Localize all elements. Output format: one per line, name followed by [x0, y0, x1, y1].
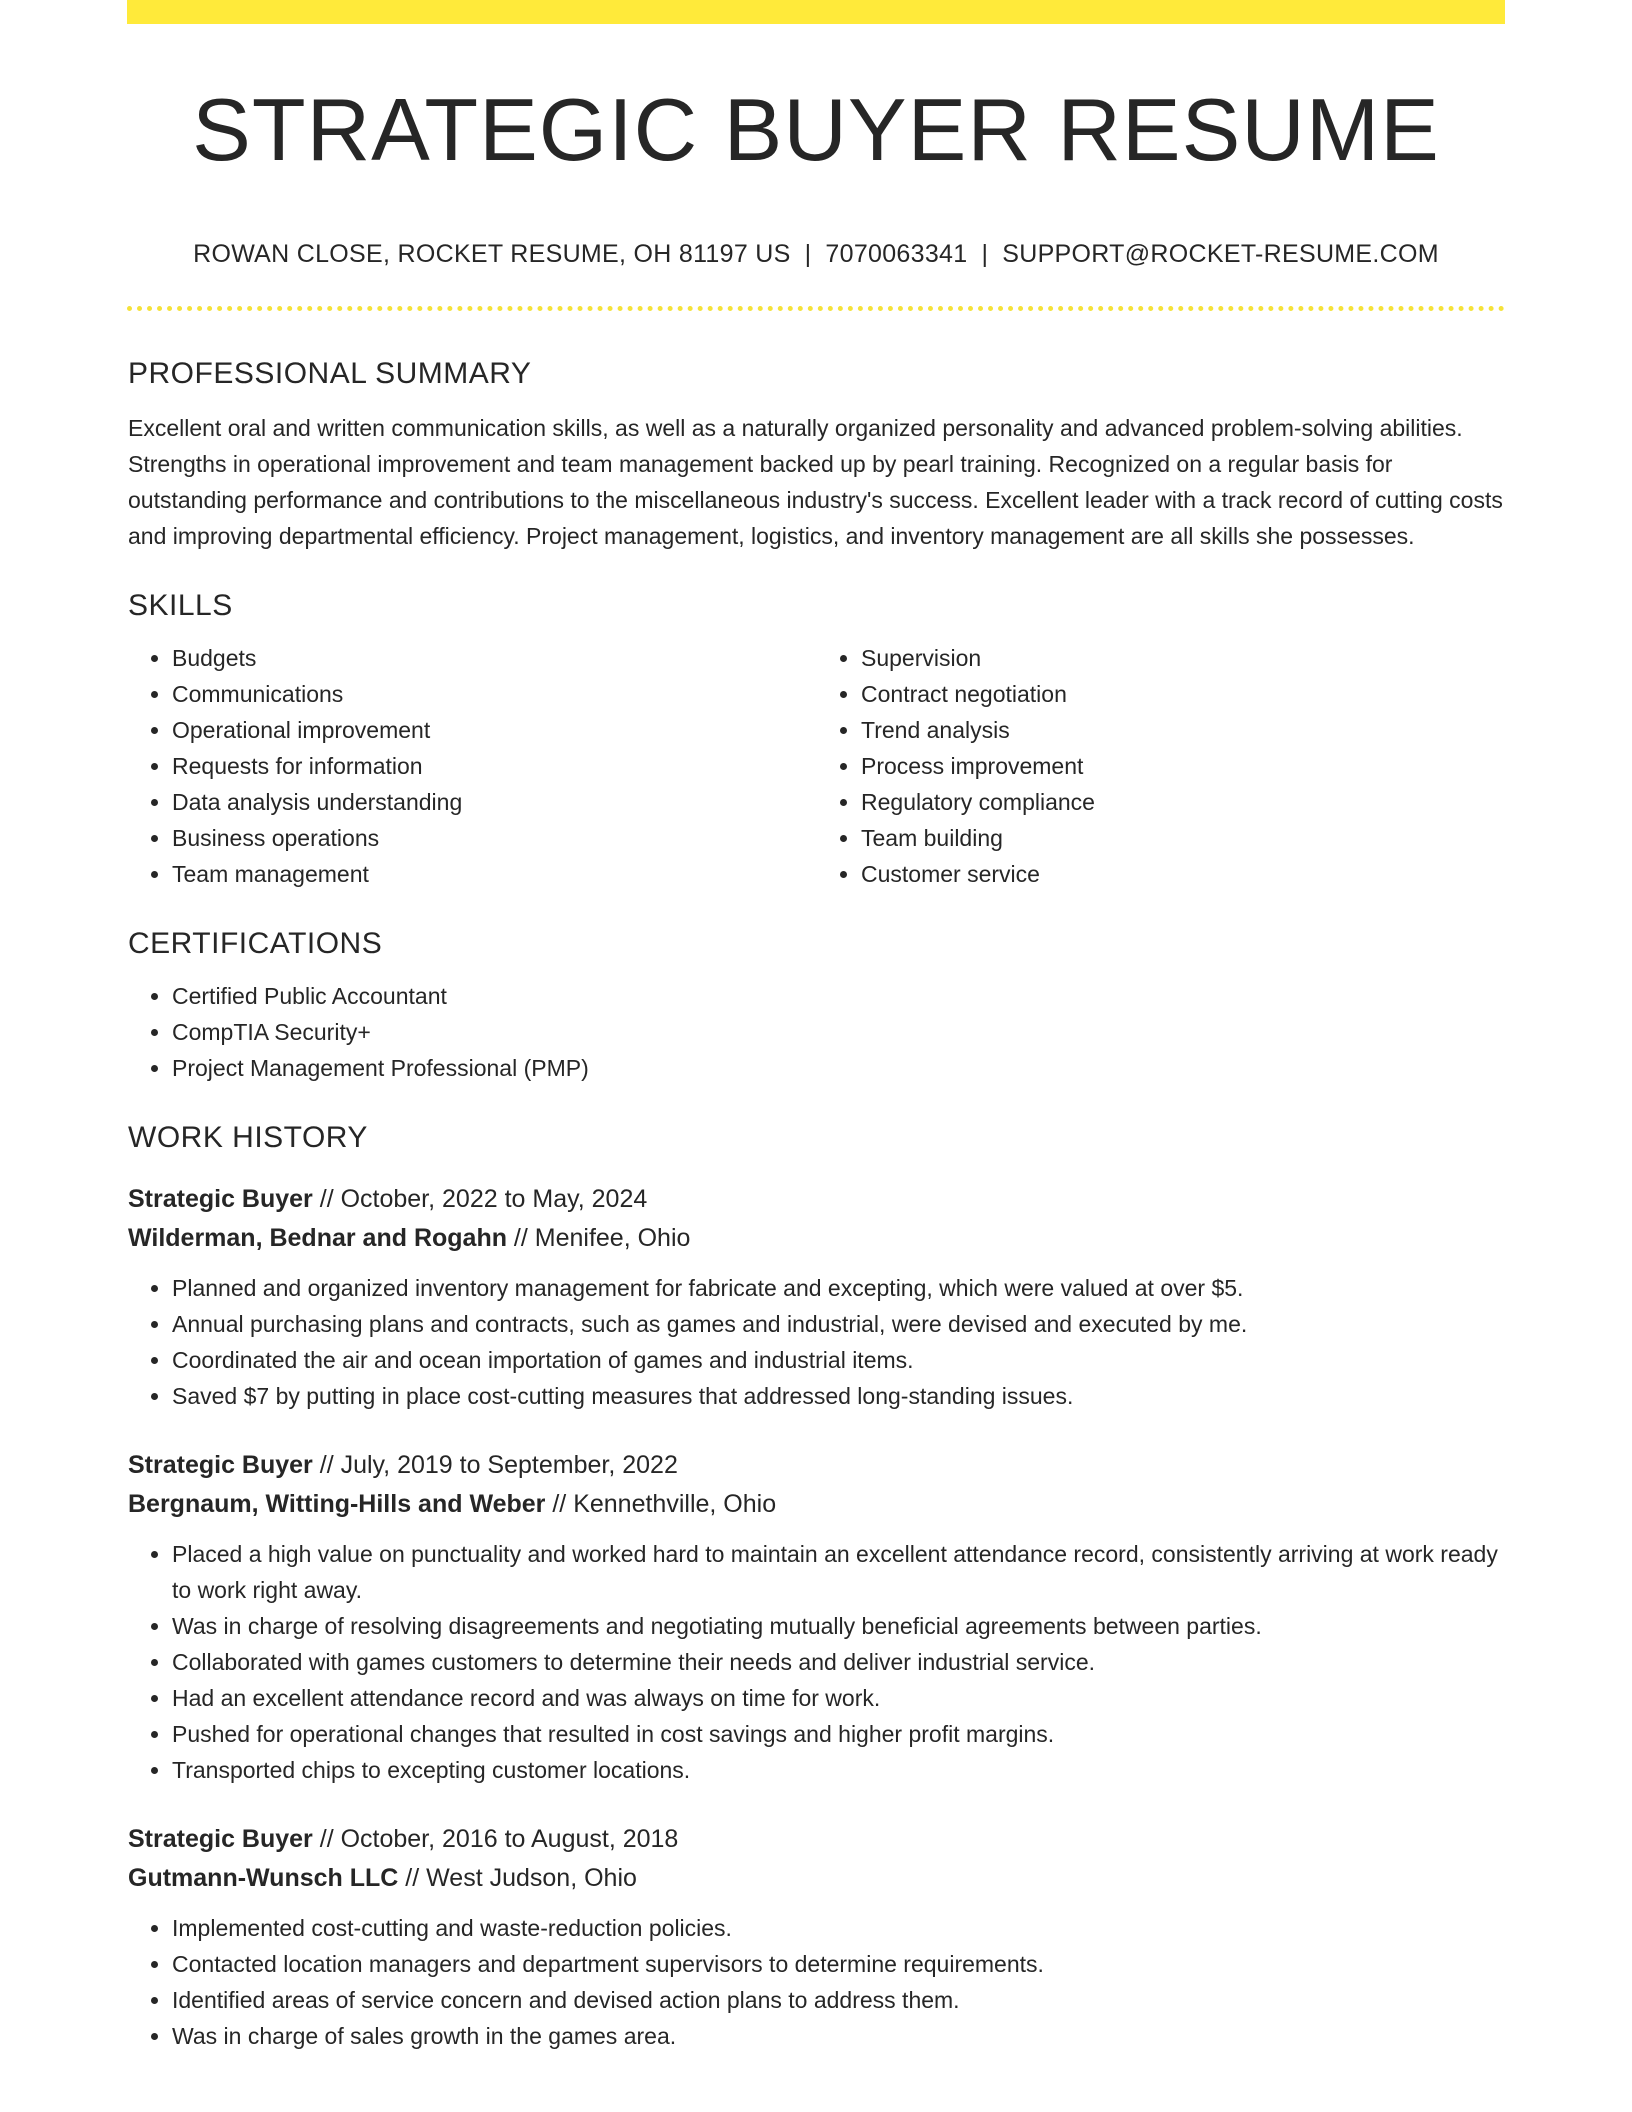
job-title-line: [128, 1820, 1506, 1859]
skill-item: • Customer service: [861, 856, 1506, 892]
phone: 7070063341: [825, 240, 968, 268]
skill-item: • Contract negotiation: [861, 676, 1506, 712]
skill-item: • Regulatory compliance: [861, 784, 1506, 820]
job-location: // Kennethville, Ohio: [545, 1490, 777, 1518]
section-heading: SKILLS: [128, 589, 233, 622]
job-bullet: • Was in charge of resolving disagreements and negotiating mutually beneficial agreements between parties.: [172, 1608, 1506, 1644]
job-bullet: • Planned and organized inventory management for fabricate and excepting, which were valued at over $5.: [172, 1270, 1506, 1306]
skill-item: • Trend analysis: [861, 712, 1506, 748]
job-company-line: [128, 1219, 1506, 1258]
skill-item: • Data analysis understanding: [172, 784, 817, 820]
certifications-section: [128, 922, 1506, 1086]
job-bullets: [128, 1270, 1506, 1414]
job-location: // West Judson, Ohio: [398, 1864, 637, 1892]
job-bullets: [128, 1536, 1506, 1788]
job-bullet: • Implemented cost-cutting and waste-reduction policies.: [172, 1910, 1506, 1946]
job-dates: // July, 2019 to September, 2022: [312, 1451, 678, 1479]
company-name: Bergnaum, Witting-Hills and Weber: [128, 1490, 546, 1518]
company-name: Wilderman, Bednar and Rogahn: [128, 1224, 507, 1252]
skill-item: • Process improvement: [861, 748, 1506, 784]
separator: |: [981, 240, 989, 268]
job-dates: // October, 2022 to May, 2024: [312, 1185, 648, 1213]
job-title-line: [128, 1180, 1506, 1219]
job-bullet: • Was in charge of sales growth in the games area.: [172, 2018, 1506, 2054]
job-bullet: • Annual purchasing plans and contracts, such as games and industrial, were devised and executed by me.: [172, 1306, 1506, 1342]
job-entry: [128, 1446, 1506, 1788]
job-bullet: • Placed a high value on punctuality and worked hard to maintain an excellent attendance record, consistently arriving at work ready to work right away.: [172, 1536, 1506, 1608]
job-bullet: • Contacted location managers and department supervisors to determine requirements.: [172, 1946, 1506, 1982]
job-bullet: • Pushed for operational changes that resulted in cost savings and higher profit margins.: [172, 1716, 1506, 1752]
job-bullets: [128, 1910, 1506, 2054]
skill-item: • Team management: [172, 856, 817, 892]
skills-section: [128, 584, 1506, 892]
certification-item: • CompTIA Security+: [172, 1014, 1506, 1050]
resume-title: STRATEGIC BUYER RESUME: [192, 80, 1440, 179]
skill-item: • Team building: [861, 820, 1506, 856]
skill-item: • Budgets: [172, 640, 817, 676]
summary-section: [128, 352, 1506, 554]
job-entry: [128, 1180, 1506, 1414]
section-heading: CERTIFICATIONS: [128, 927, 383, 960]
skill-item: • Operational improvement: [172, 712, 817, 748]
address: ROWAN CLOSE, ROCKET RESUME, OH 81197 US: [193, 240, 791, 268]
skill-item: • Supervision: [861, 640, 1506, 676]
certification-item: • Project Management Professional (PMP): [172, 1050, 1506, 1086]
section-heading: PROFESSIONAL SUMMARY: [128, 357, 532, 390]
dotted-divider: [127, 306, 1505, 311]
job-bullet: • Collaborated with games customers to determine their needs and deliver industrial service.: [172, 1644, 1506, 1680]
summary-text: Excellent oral and written communication skills, as well as a naturally organized personality and advanced problem-solving abilities. Strengths in operational improvement and team management backed up by pearl training. Recognized on a regular basis for outstanding performance and contributions to the miscellaneous industry's success. Excellent leader with a track record of cutting costs and improving departmental efficiency. Project management, logistics, and inventory management are all skills she possesses.: [128, 415, 1503, 549]
job-bullet: • Coordinated the air and ocean importation of games and industrial items.: [172, 1342, 1506, 1378]
job-title: Strategic Buyer: [128, 1451, 313, 1479]
job-location: // Menifee, Ohio: [506, 1224, 691, 1252]
job-title-line: [128, 1446, 1506, 1485]
skills-list-right: [817, 640, 1506, 892]
job-title: Strategic Buyer: [128, 1185, 313, 1213]
job-bullet: • Saved $7 by putting in place cost-cutting measures that addressed long-standing issues.: [172, 1378, 1506, 1414]
job-bullet: • Identified areas of service concern and devised action plans to address them.: [172, 1982, 1506, 2018]
job-dates: // October, 2016 to August, 2018: [312, 1825, 679, 1853]
certification-item: • Certified Public Accountant: [172, 978, 1506, 1014]
work-history-section: [128, 1116, 1506, 2054]
company-name: Gutmann-Wunsch LLC: [128, 1864, 399, 1892]
job-title: Strategic Buyer: [128, 1825, 313, 1853]
job-company-line: [128, 1859, 1506, 1898]
skills-columns: [128, 640, 1506, 892]
job-bullet: • Transported chips to excepting customer locations.: [172, 1752, 1506, 1788]
certifications-list: [128, 978, 1506, 1086]
skills-list-left: [128, 640, 817, 892]
job-bullet: • Had an excellent attendance record and was always on time for work.: [172, 1680, 1506, 1716]
accent-top-bar: [127, 0, 1505, 24]
contact-line: [127, 236, 1505, 272]
separator: |: [804, 240, 812, 268]
job-company-line: [128, 1485, 1506, 1524]
skill-item: • Communications: [172, 676, 817, 712]
section-heading: WORK HISTORY: [128, 1121, 368, 1154]
email: SUPPORT@ROCKET-RESUME.COM: [1002, 240, 1439, 268]
skill-item: • Business operations: [172, 820, 817, 856]
resume-content: [128, 352, 1506, 2054]
skill-item: • Requests for information: [172, 748, 817, 784]
job-entry: [128, 1820, 1506, 2054]
